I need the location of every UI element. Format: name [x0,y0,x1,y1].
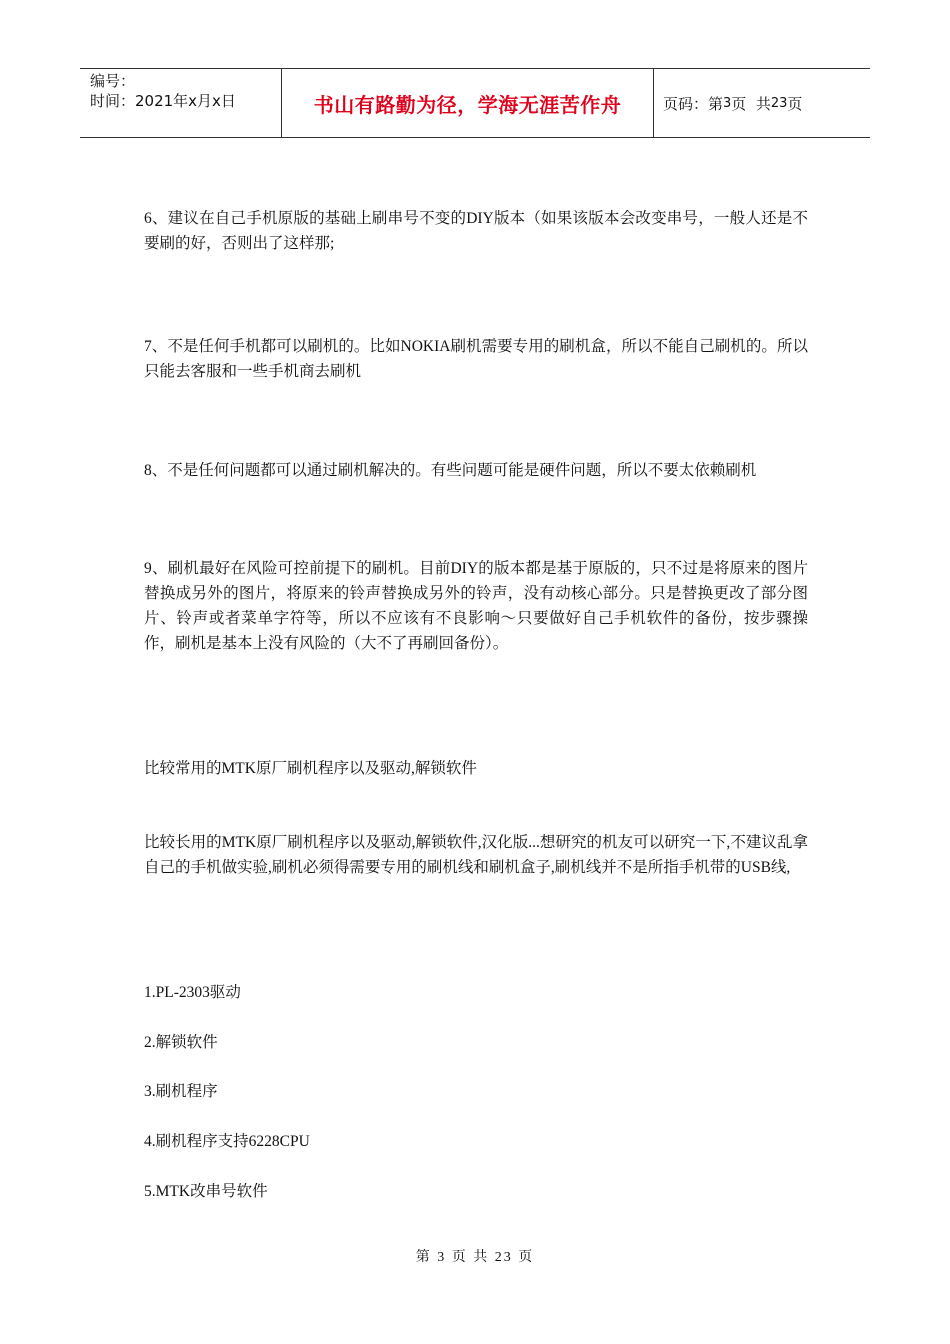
page-mid: 页 共 [731,94,771,113]
paragraph-intro: 比较长用的MTK原厂刷机程序以及驱动,解锁软件,汉化版...想研究的机友可以研究一下,不建议乱拿自己的手机做实验,刷机必须得需要专用的刷机线和刷机盒子,刷机线并不是所指手机带的USB线, [144,834,808,876]
document-header [80,68,870,138]
time-label: 时间：2021年x月x日 [90,92,236,110]
paragraph-6: 6、建议在自己手机原版的基础上刷串号不变的DIY版本（如果该版本会改变串号，一般人还是不要刷的好，否则出了这样那; [144,210,808,252]
header-meta-cell [80,69,282,137]
page-footer: 第 3 页 共 23 页 [415,1250,535,1265]
list-item: 4.刷机程序支持6228CPU [144,1133,310,1150]
page-current: 3 [723,95,732,111]
list-item: 5.MTK改串号软件 [144,1183,268,1200]
header-page-cell [654,69,870,137]
page-total: 23 [770,95,788,111]
paragraph-9: 9、刷机最好在风险可控前提下的刷机。目前DIY的版本都是基于原版的，只不过是将原来的图片替换成另外的图片，将原来的铃声替换成另外的铃声，没有动核心部分。只是替换更改了部分图片、铃声或者菜单字符等，所以不应该有不良影响～只要做好自己手机软件的备份，按步骤操作，刷机是基本上没有风险的（大不了再刷回备份）。 [144,560,808,652]
code-label: 编号： [90,72,136,90]
list-item: 3.刷机程序 [144,1083,218,1100]
page-prefix: 页码：第 [663,94,724,113]
list-item: 1.PL-2303驱动 [144,984,241,1001]
motto-text: 书山有路勤为径，学海无涯苦作舟 [313,92,622,117]
paragraph-8: 8、不是任何问题都可以通过刷机解决的。有些问题可能是硬件问题，所以不要太依赖刷机 [144,462,757,479]
section-heading: 比较常用的MTK原厂刷机程序以及驱动,解锁软件 [144,760,477,777]
list-item: 2.解锁软件 [144,1034,218,1051]
header-motto-cell [282,69,654,137]
page-suffix: 页 [787,94,803,113]
paragraph-7: 7、不是任何手机都可以刷机的。比如NOKIA刷机需要专用的刷机盒，所以不能自己刷机的。所以只能去客服和一些手机商去刷机 [144,338,808,380]
